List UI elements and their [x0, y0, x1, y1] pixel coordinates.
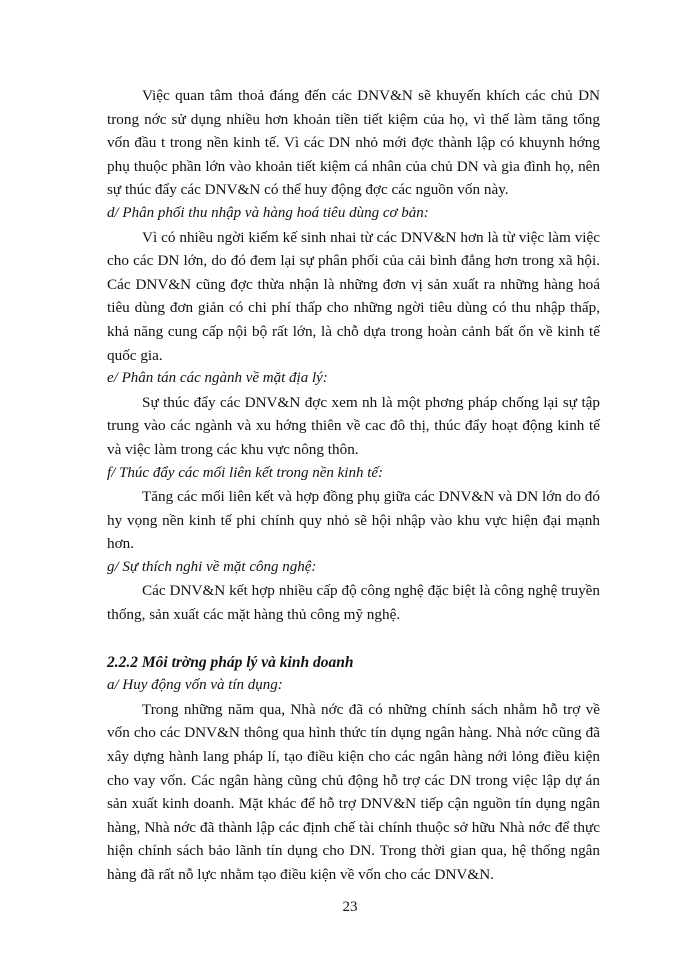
paragraph-income-distribution: Vì có nhiều ngời kiếm kế sinh nhai từ các DNV&N hơn là từ việc làm việc cho các DN lớn, do đó đem lại sự phân phối của cải bình đẳng hơn trong xã hội. Các DNV&N cũng đợc thừa nhận là những đơn vị sản xuất ra những hàng hoá tiêu dùng đơn giản có chi phí thấp cho những ngời tiêu dùng có thu nhập thấp, khả năng cung cấp nội bộ rất lớn, là chỗ dựa trong hoàn cảnh bất ổn về kinh tế quốc gia.	[107, 228, 600, 364]
subheading-geographic-dispersion: e/ Phân tán các ngành về mặt địa lý:	[107, 370, 328, 387]
paragraph-economic-linkages: Tăng các mối liên kết và hợp đồng phụ giữa các DNV&N và DN lớn do đó hy vọng nền kinh tế phi chính quy nhỏ sẽ hội nhập vào khu vực hiện đại mạnh hơn.	[107, 488, 600, 553]
subheading-income-distribution: d/ Phân phối thu nhập và hàng hoá tiêu dùng cơ bản:	[107, 204, 429, 221]
paragraph-geographic-dispersion: Sự thúc đẩy các DNV&N đợc xem nh là một phơng pháp chống lại sự tập trung vào các ngành và xu hớng thiên về cac đô thị, thúc đẩy hoạt động kinh tế và việc làm trong các khu vực nông thôn.	[107, 393, 600, 458]
page-number: 23	[342, 899, 358, 915]
subheading-economic-linkages: f/ Thúc đẩy các mối liên kết trong nền kinh tế:	[107, 464, 384, 481]
paragraph-capital-mobilization: Việc quan tâm thoả đáng đến các DNV&N sẽ khuyến khích các chủ DN trong nớc sử dụng nhiều hơn khoản tiền tiết kiệm của họ, vì thế làm tăng tổng vốn đầu t trong nền kinh tế. Vì các DN nhỏ mới đợc thành lập có khuynh hớng phụ thuộc phần lớn vào khoản tiết kiệm cá nhân của chủ DN và gia đình họ, nên sự thúc đẩy các DNV&N có thể huy động đợc các nguồn vốn này.	[107, 87, 600, 199]
paragraph-capital-credit: Trong những năm qua, Nhà nớc đã có những chính sách nhằm hỗ trợ về vốn cho các DNV&N thông qua hình thức tín dụng ngân hàng. Nhà nớc cũng đã xây dựng hành lang pháp lí, tạo điều kiện cho các ngân hàng nới lỏng điều kiện cho vay vốn. Các ngân hàng cũng chủ động hỗ trợ các DN trong việc lập dự án sản xuất kinh doanh. Mặt khác để hỗ trợ DNV&N tiếp cận nguồn tín dụng ngân hàng, Nhà nớc đã thành lập các định chế tài chính thuộc sở hữu Nhà nớc để thực hiện chính sách bảo lãnh tín dụng cho DN. Trong thời gian qua, hệ thống ngân hàng đã rất nỗ lực nhằm tạo điều kiện về vốn cho các DNV&N.	[107, 700, 600, 883]
subheading-capital-credit: a/ Huy động vốn và tín dụng:	[107, 677, 283, 694]
section-title-legal-environment: 2.2.2 Môi trờng pháp lý và kinh doanh	[107, 653, 354, 671]
page-content	[107, 84, 600, 887]
subheading-technology-adaptation: g/ Sự thích nghi về mặt công nghệ:	[107, 558, 317, 575]
paragraph-technology-adaptation: Các DNV&N kết hợp nhiều cấp độ công nghệ đặc biệt là công nghệ truyền thống, sản xuất các mặt hàng thủ công mỹ nghệ.	[107, 582, 600, 624]
